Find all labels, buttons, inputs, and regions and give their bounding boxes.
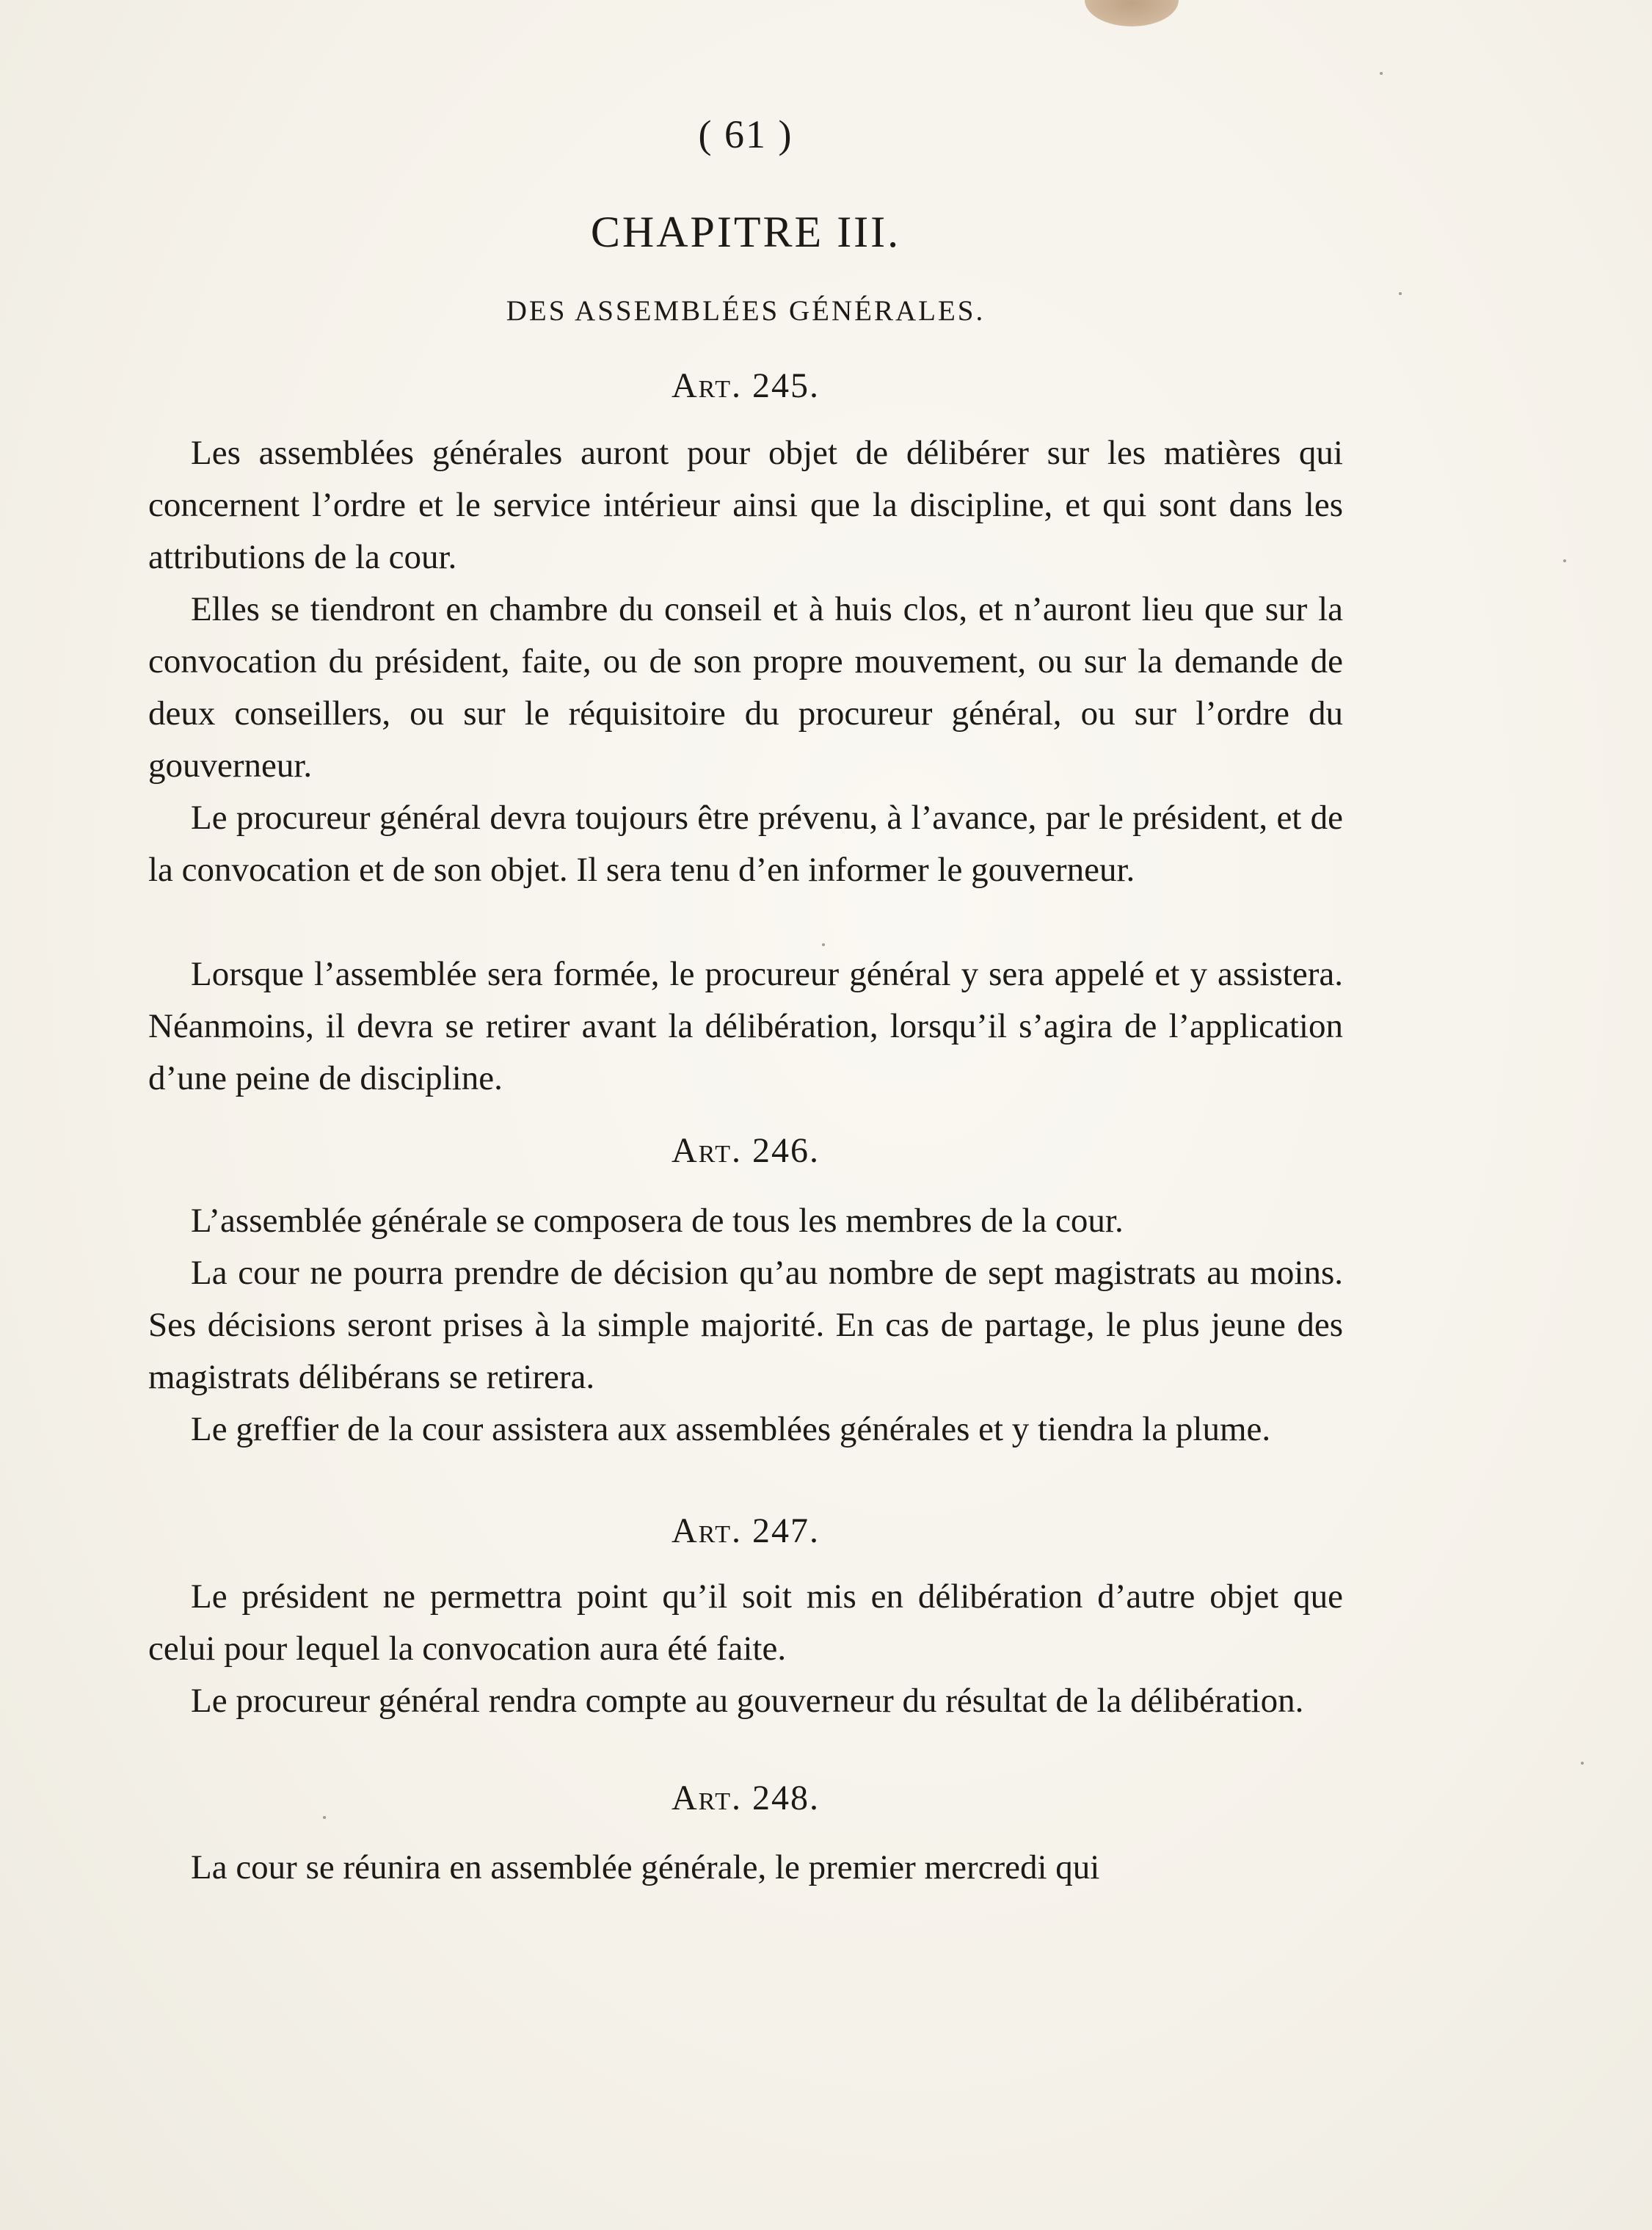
article-paragraph: Le greffier de la cour assistera aux assemblées générales et y tiendra la plume. [191, 1410, 1271, 1448]
article-paragraph: La cour se réunira en assemblée générale, le premier mercredi qui [191, 1848, 1100, 1886]
article-label: Art. [671, 1131, 743, 1170]
article-label: Art. [671, 1511, 743, 1550]
article-paragraph: Le président ne permettra point qu’il soit mis en délibération d’autre objet que celui pour lequel la convocation aura été faite. [148, 1577, 1343, 1668]
article-number: 247. [752, 1511, 820, 1550]
article-number: 245. [752, 366, 820, 405]
article-paragraph: L’assemblée générale se composera de tous les membres de la cour. [191, 1202, 1124, 1240]
article-paragraph: La cour ne pourra prendre de décision qu’au nombre de sept magistrats au moins. Ses décisions seront prises à la simple majorité. En cas de partage, le plus jeune des magistrats délibérans se retirera. [148, 1254, 1343, 1396]
ink-speck [1563, 559, 1566, 562]
article-heading [148, 1511, 1343, 1551]
article-label: Art. [671, 366, 743, 405]
article-paragraph: Le procureur général devra toujours être prévenu, à l’avance, par le président, et de la convocation et de son objet. Il sera tenu d’en informer le gouverneur. [148, 799, 1343, 889]
article-number: 246. [752, 1131, 820, 1170]
page-number: ( 61 ) [698, 112, 793, 156]
article-paragraph: Les assemblées générales auront pour objet de délibérer sur les matières qui concernent l’ordre et le service intérieur ainsi que la discipline, et qui sont dans les attributions de la cour. [148, 434, 1343, 576]
ink-speck [822, 943, 825, 946]
chapter-title: CHAPITRE III. [590, 208, 901, 256]
ink-speck [1581, 1762, 1584, 1765]
ink-speck [1380, 72, 1383, 75]
article-paragraph: Lorsque l’assemblée sera formée, le procureur général y sera appelé et y assistera. Néanmoins, il devra se retirer avant la délibération, lorsqu’il s’agira de l’application d’une peine de discipline. [148, 955, 1343, 1097]
article-paragraph: Elles se tiendront en chambre du conseil et à huis clos, et n’auront lieu que sur la convocation du président, faite, ou de son propre mouvement, ou sur la demande de deux conseillers, ou sur le réquisitoire du procureur général, ou sur l’ordre du gouverneur. [148, 590, 1343, 785]
section-title: DES ASSEMBLÉES GÉNÉRALES. [506, 295, 986, 327]
ink-speck [1399, 292, 1402, 295]
article-label: Art. [671, 1779, 743, 1817]
paper-stain [1085, 0, 1179, 26]
article-heading [148, 1130, 1343, 1171]
article-paragraph: Le procureur général rendra compte au gouverneur du résultat de la délibération. [191, 1682, 1304, 1720]
article-heading [148, 1778, 1343, 1818]
article-heading [148, 366, 1343, 406]
article-number: 248. [752, 1779, 820, 1817]
